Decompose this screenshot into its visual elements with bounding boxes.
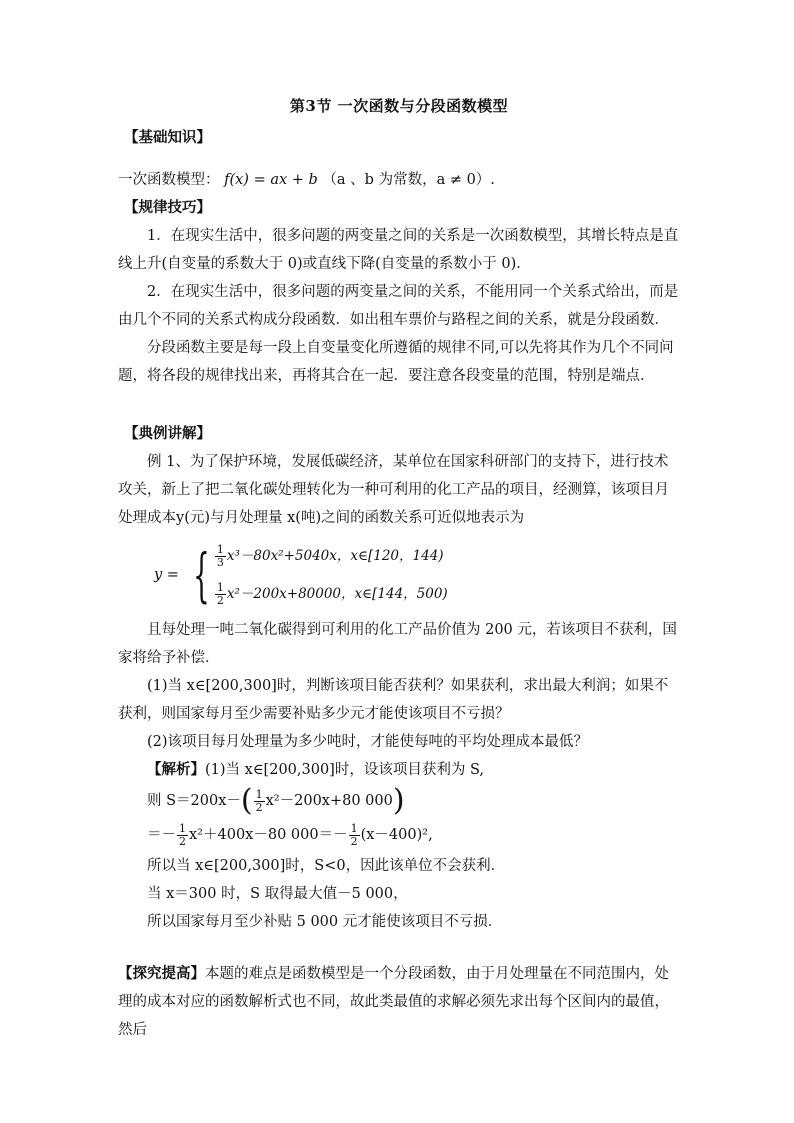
section-rules-tips: 【规律技巧】: [124, 199, 211, 216]
section-analysis: 【解析】: [147, 761, 205, 778]
section-examples: 【典例讲解】: [124, 425, 211, 442]
piecewise-function: [154, 542, 680, 608]
piecewise-cases: [214, 542, 448, 608]
basic-suffix: （a 、b 为常数，a ≠ 0）.: [322, 172, 495, 188]
piecewise-y-label: y =: [154, 567, 179, 583]
case1-expression: x³－80x²+5040x，x∈[120，144): [226, 548, 444, 564]
solution-line-2: 则 S＝200x－ ( $\frac{1}{2}$ x²－200x+80 000 ): [147, 783, 405, 818]
piecewise-brace: {: [193, 541, 210, 609]
solution-line-3: ＝－ $\frac{1}{2}$ x²＋400x－80 000＝－ $\frac{1}{2}$ (x－400)²,: [147, 821, 433, 848]
case2-fraction: $\frac{1}{2}$: [216, 581, 224, 607]
solution-line-5: 当 x＝300 时，S 取得最大值－5 000，: [147, 886, 408, 902]
linear-function-formula: f(x) = ax + b: [224, 172, 318, 188]
solution-line2-fraction: $\frac{1}{2}$: [255, 787, 263, 814]
piecewise-case-2: [214, 580, 448, 608]
solution-line3-fraction-1: $\frac{1}{2}$: [179, 821, 186, 848]
case2-expression: x²－200x+80000，x∈[144，500): [226, 586, 448, 602]
section-explore: 【探究提高】: [118, 965, 205, 982]
solution-line3-fraction-2: $\frac{1}{2}$: [350, 821, 358, 848]
explore-text: 本题的难点是函数模型是一个分段函数，由于月处理量在不同范围内，处理的成本对应的函数解析式也不同，故此类最值的求解必须先求出每个区间内的最值，然后: [118, 966, 669, 1038]
tips-paragraph-2: 2．在现实生活中，很多问题的两变量之间的关系，不能用同一个关系式给出，而是由几个不同的关系式构成分段函数．如出租车票价与路程之间的关系，就是分段函数．: [118, 284, 679, 328]
solution-line-4: 所以当 x∈[200,300]时，S<0，因此该单位不会获利．: [147, 858, 506, 874]
example-question-2: (2)该项目每月处理量为多少吨时，才能使每吨的平均处理成本最低？: [147, 734, 589, 750]
explore-paragraph: [118, 960, 680, 1044]
document-content: [118, 92, 680, 1044]
example-question-1: (1)当 x∈[200,300]时，判断该项目能否获利？如果获利，求出最大利润；如果不获利，则国家每月至少需要补贴多少元才能使该项目不亏损？: [118, 678, 669, 722]
solution-line-6: 所以国家每月至少补贴 5 000 元才能使该项目不亏损．: [147, 914, 503, 930]
tips-paragraph-3: 分段函数主要是每一段上自变量变化所遵循的规律不同,可以先将其作为几个不同问题，将各段的规律找出来，再将其合在一起．要注意各段变量的范围，特别是端点．: [118, 340, 674, 384]
example-after-text: 且每处理一吨二氧化碳得到可利用的化工产品价值为 200 元，若该项目不获利，国家将给予补偿．: [118, 622, 677, 666]
case1-fraction: $\frac{1}{3}$: [216, 543, 224, 569]
piecewise-case-1: [214, 542, 448, 570]
solution-line-1: 【解析】(1)当 x∈[200,300]时，设该项目获利为 S,: [147, 761, 484, 778]
basic-prefix: 一次函数模型：: [118, 172, 220, 188]
basic-definition-line: [118, 166, 680, 194]
example-intro: 例 1、为了保护环境，发展低碳经济，某单位在国家科研部门的支持下，进行技术攻关，新上了把二氧化碳处理转化为一种可利用的化工产品的项目，经测算，该项目月处理成本y(元)与月处理量 x(吨)之间的函数关系可近似地表示为: [118, 454, 669, 526]
tips-paragraph-1: 1．在现实生活中，很多问题的两变量之间的关系是一次函数模型，其增长特点是直线上升(自变量的系数大于 0)或直线下降(自变量的系数小于 0)．: [118, 228, 679, 272]
section-basic-knowledge: 【基础知识】: [124, 129, 211, 146]
page-title: 第3节 一次函数与分段函数模型: [289, 97, 509, 115]
